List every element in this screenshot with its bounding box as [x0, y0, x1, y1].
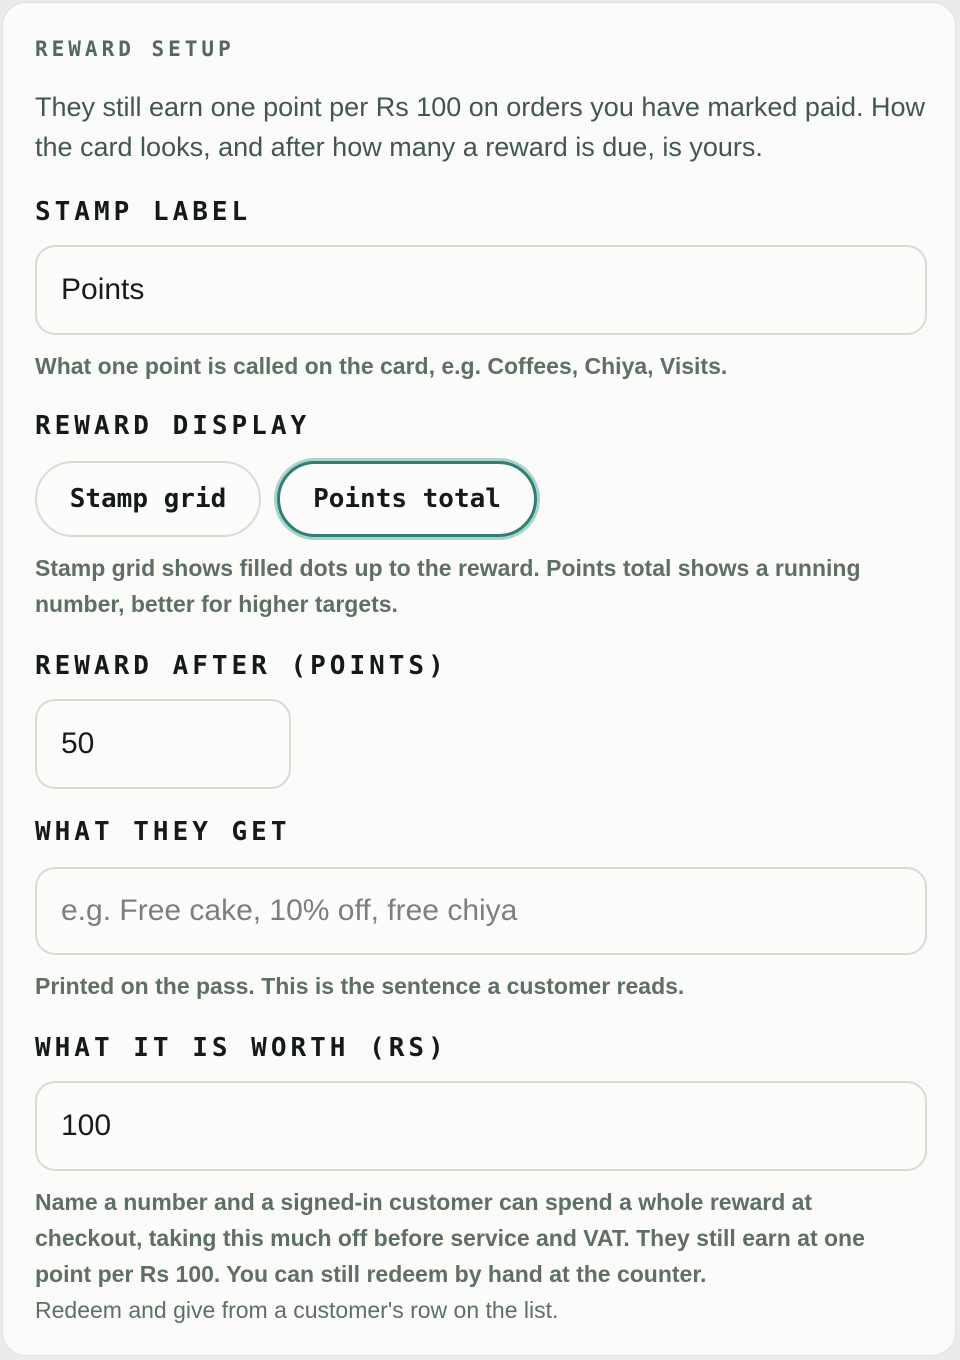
stamp-label-help: What one point is called on the card, e.g. Coffees, Chiya, Visits.: [35, 353, 728, 379]
stamp-label-input[interactable]: [35, 245, 927, 335]
worth-help: Name a number and a signed-in customer can spend a whole reward at checkout, taking this much off before service and VAT. They still earn at one point per Rs 100. You can still redeem by hand at the counter.: [35, 1189, 865, 1287]
stamp-label-heading: STAMP LABEL: [35, 197, 252, 227]
reward-display-help: Stamp grid shows filled dots up to the reward. Points total shows a running number, better for higher targets.: [35, 555, 861, 617]
reward-after-input[interactable]: [35, 699, 291, 789]
reward-setup-card: [2, 2, 956, 1356]
worth-heading: WHAT IT IS WORTH (RS): [35, 1033, 448, 1063]
what-they-get-help: Printed on the pass. This is the sentence a customer reads.: [35, 973, 685, 999]
reward-display-option-points-total[interactable]: Points total: [277, 461, 537, 537]
worth-input[interactable]: [35, 1081, 927, 1171]
section-intro: They still earn one point per Rs 100 on orders you have marked paid. How the card looks, and after how many a reward is due, is yours.: [35, 92, 925, 162]
reward-after-heading: REWARD AFTER (POINTS): [35, 651, 448, 681]
section-eyebrow: REWARD SETUP: [35, 37, 235, 61]
reward-display-heading: REWARD DISPLAY: [35, 411, 311, 441]
reward-display-option-stamp-grid[interactable]: Stamp grid: [35, 461, 261, 537]
worth-note: Redeem and give from a customer's row on the list.: [35, 1297, 559, 1323]
what-they-get-heading: WHAT THEY GET: [35, 817, 291, 847]
what-they-get-input[interactable]: [35, 867, 927, 955]
